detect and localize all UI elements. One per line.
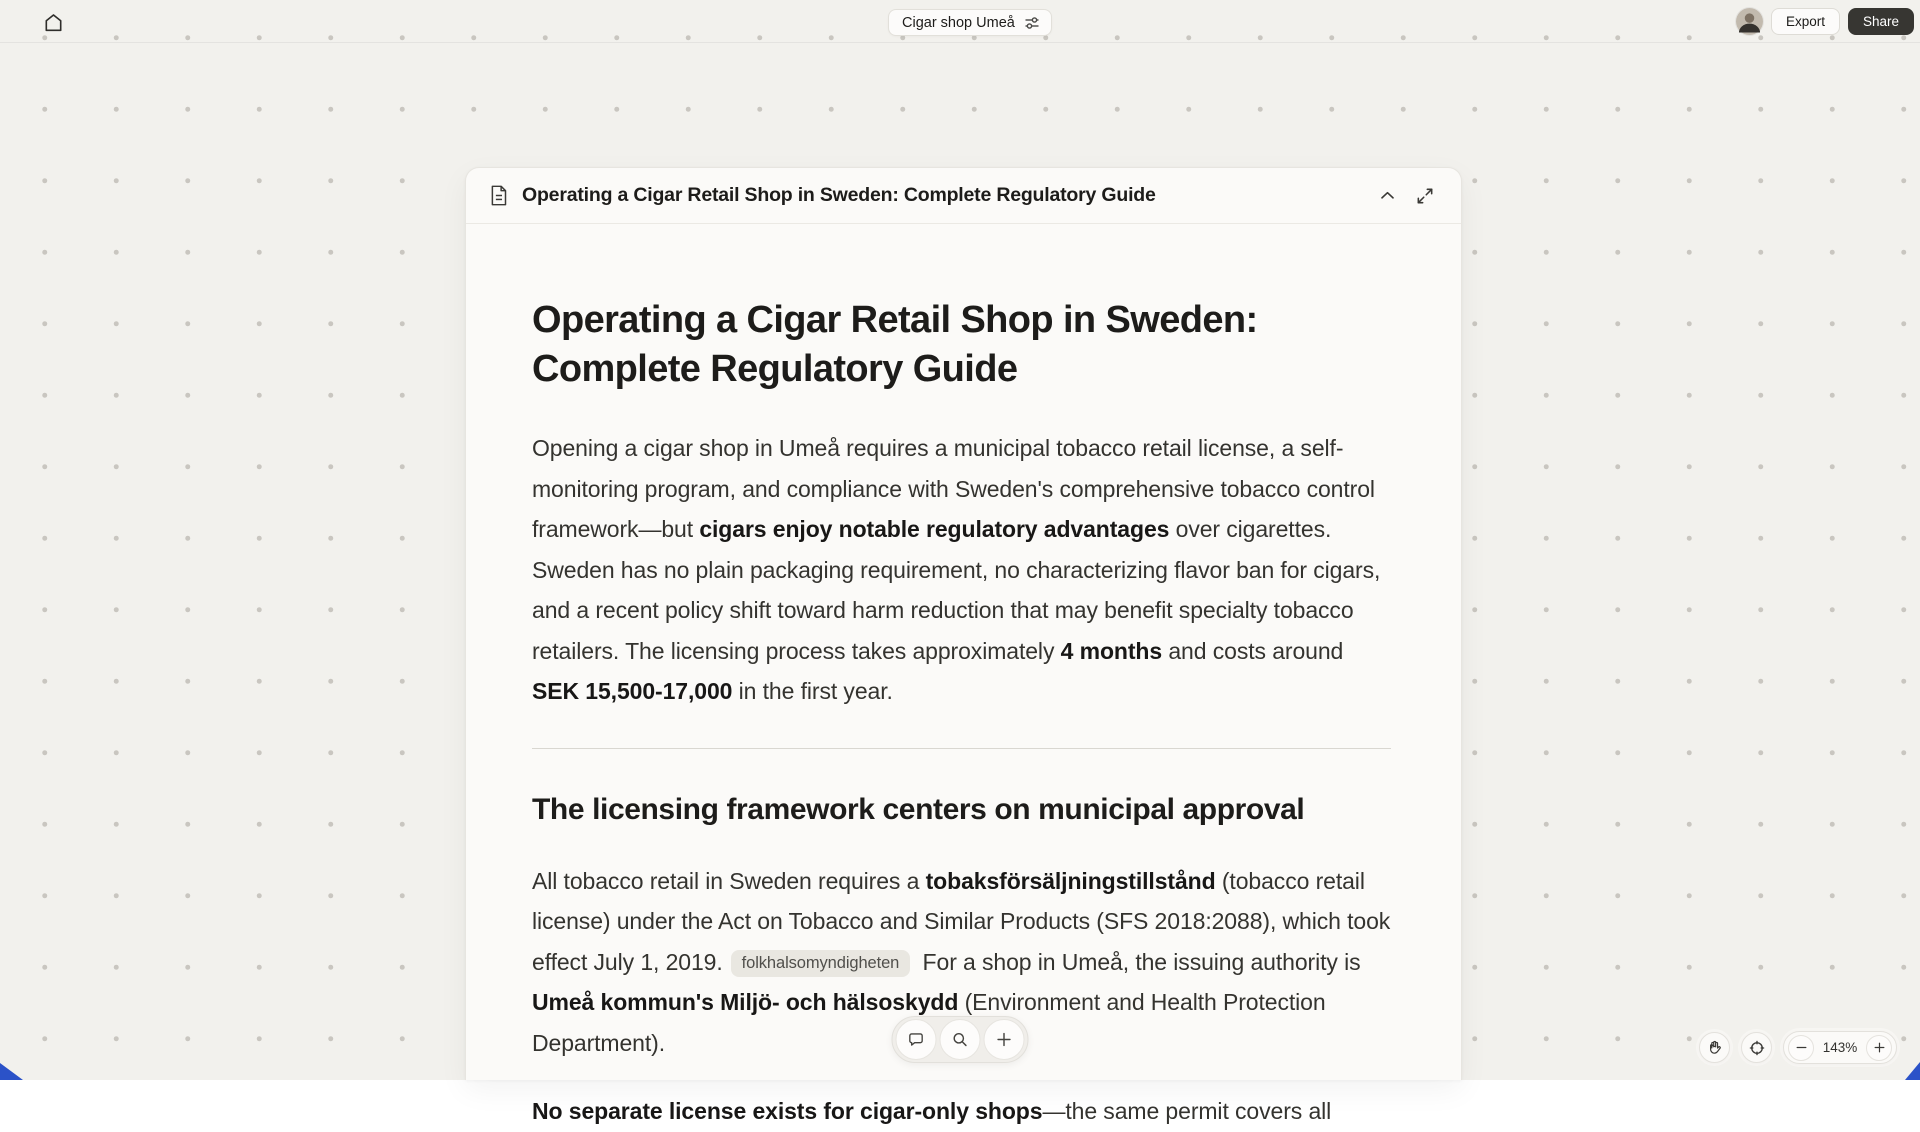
comment-icon: [907, 1030, 926, 1049]
expand-button[interactable]: [1409, 180, 1441, 212]
intro-text: over cigarettes. Sweden has no plain packaging requirement, no characterizing flavor ban for cigars, and a recent policy shift toward harm reduction that may benefit specialty tobacco retailers. The licensing process takes approximately: [532, 516, 1381, 664]
home-icon: [42, 11, 65, 34]
corner-accent-left: [0, 1063, 23, 1080]
bold-license-term: tobaksförsäljningstillstånd: [925, 867, 1216, 894]
search-icon: [951, 1030, 970, 1049]
zoom-out-button[interactable]: [1788, 1035, 1814, 1061]
artifact-title: Operating a Cigar Retail Shop in Sweden: Complete Regulatory Guide: [522, 184, 1156, 206]
bold-no-separate-license: No separate license exists for cigar-only shops: [532, 1098, 1043, 1124]
intro-text: Opening a cigar shop in Umeå requires a municipal tobacco retail license, a self-monitoring program, and compliance with Sweden's comprehensive tobacco control framework—but: [532, 435, 1375, 542]
home-button[interactable]: [36, 7, 70, 37]
section-divider: [532, 748, 1391, 749]
intro-text: in the first year.: [732, 678, 893, 704]
document-body: [466, 224, 1461, 1132]
section-paragraph-2: [532, 1091, 1391, 1132]
page-title: Operating a Cigar Retail Shop in Sweden: Complete Regulatory Guide: [532, 299, 1258, 390]
share-button-label: Share: [1862, 14, 1899, 29]
floating-toolbar: [892, 1016, 1029, 1063]
zoom-out-icon: [1795, 1041, 1808, 1054]
search-button[interactable]: [940, 1019, 981, 1060]
body-text: (tobacco retail license) under the Act on Tobacco and Similar Products (SFS 2018:2088), which took effect July 1, 2019.: [532, 867, 1391, 975]
settings-sliders-icon: [1024, 15, 1040, 31]
canvas-controls: [1699, 1031, 1897, 1064]
intro-bold-advantages: cigars enjoy notable regulatory advantages: [699, 516, 1170, 542]
chevron-up-icon: [1378, 186, 1397, 205]
section-heading: The licensing framework centers on municipal approval: [532, 792, 1305, 826]
zoom-level: 143%: [1822, 1040, 1858, 1055]
hand-icon: [1706, 1039, 1723, 1056]
body-text: —the same permit covers all: [1042, 1098, 1332, 1124]
intro-bold-cost: SEK 15,500-17,000: [532, 678, 733, 704]
export-button[interactable]: [1771, 8, 1840, 35]
recenter-button[interactable]: [1741, 1032, 1772, 1063]
topbar: [0, 0, 1920, 43]
body-text: For a shop in Umeå, the issuing authority is: [916, 948, 1361, 975]
project-selector-label: Cigar shop Umeå: [902, 14, 1015, 31]
add-button[interactable]: [984, 1019, 1025, 1060]
zoom-in-icon: [1873, 1041, 1886, 1054]
avatar[interactable]: [1736, 8, 1763, 35]
body-text: (Environment and Health Protection Department).: [532, 989, 1326, 1056]
collapse-button[interactable]: [1371, 180, 1403, 212]
artifact-card-header: [466, 168, 1461, 224]
body-text: All tobacco retail in Sweden requires a: [532, 867, 926, 894]
pan-button[interactable]: [1699, 1032, 1730, 1063]
topbar-actions: [1736, 0, 1914, 43]
share-button[interactable]: [1848, 8, 1914, 35]
zoom-control: [1783, 1031, 1897, 1064]
target-icon: [1748, 1039, 1766, 1057]
comment-button[interactable]: [896, 1019, 937, 1060]
corner-accent-right: [1905, 1062, 1920, 1080]
intro-paragraph: [532, 428, 1391, 712]
expand-icon: [1415, 186, 1435, 206]
bold-authority: Umeå kommun's Miljö- och hälsoskydd: [532, 989, 959, 1015]
citation-badge[interactable]: folkhalsomyndigheten: [731, 950, 911, 978]
intro-bold-duration: 4 months: [1060, 637, 1163, 664]
plus-icon: [995, 1030, 1014, 1049]
document-icon: [488, 184, 509, 207]
artifact-card: [465, 167, 1462, 1124]
intro-text: and costs around: [1162, 637, 1344, 664]
project-selector[interactable]: [888, 9, 1052, 36]
zoom-in-button[interactable]: [1866, 1035, 1892, 1061]
export-button-label: Export: [1785, 14, 1825, 29]
